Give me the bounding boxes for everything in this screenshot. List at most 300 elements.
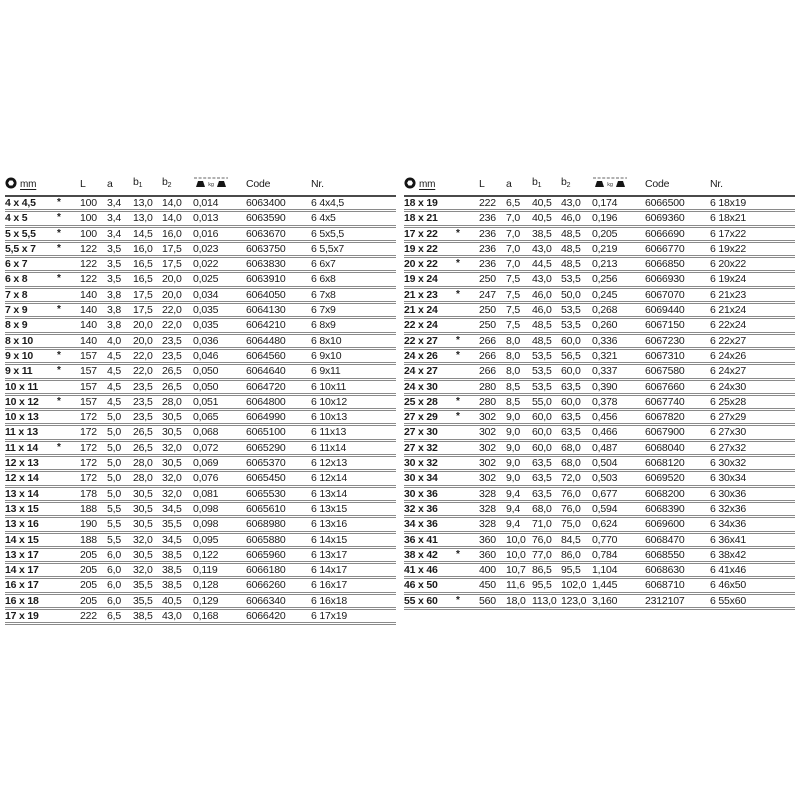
b1-cell: 23,5 — [133, 394, 162, 409]
weight-cell: 0,784 — [592, 547, 645, 562]
star-marker: * — [57, 394, 80, 409]
code-cell: 6067660 — [645, 379, 710, 394]
b1-cell: 46,0 — [532, 303, 561, 318]
b1-cell: 17,5 — [133, 303, 162, 318]
col-weight-header — [592, 173, 645, 196]
nr-cell: 6 22x27 — [710, 333, 795, 348]
nr-cell: 6 21x23 — [710, 287, 795, 302]
star-marker — [57, 501, 80, 516]
spec-table-right — [404, 173, 795, 610]
size-cell: 27 x 30 — [404, 425, 456, 440]
b2-cell: 32,0 — [162, 440, 193, 455]
nr-cell: 6 17x22 — [710, 226, 795, 241]
b1-cell: 63,5 — [532, 471, 561, 486]
a-cell: 5,0 — [107, 410, 133, 425]
table-row — [404, 287, 795, 302]
star-marker — [57, 547, 80, 562]
b2-cell: 43,0 — [561, 196, 592, 211]
weight-cell: 0,036 — [193, 333, 246, 348]
weight-cell: 0,128 — [193, 578, 246, 593]
code-cell: 6065610 — [246, 501, 311, 516]
code-cell: 6063400 — [246, 196, 311, 211]
b2-cell: 43,0 — [162, 609, 193, 624]
weight-cell: 0,456 — [592, 410, 645, 425]
code-cell: 6066930 — [645, 272, 710, 287]
code-cell: 6066770 — [645, 241, 710, 256]
table-row — [404, 226, 795, 241]
length-cell: 190 — [80, 517, 107, 532]
star-marker — [57, 609, 80, 624]
star-marker: * — [456, 394, 479, 409]
wrench-spec-table — [404, 173, 795, 610]
table-row — [5, 272, 396, 287]
table-row — [5, 425, 396, 440]
weight-cell: 0,268 — [592, 303, 645, 318]
a-cell: 7,5 — [506, 303, 532, 318]
col-size-header — [5, 173, 80, 196]
svg-text:kg: kg — [208, 181, 214, 188]
table-row — [404, 440, 795, 455]
weight-cell: 0,337 — [592, 364, 645, 379]
b1-cell: 35,5 — [133, 593, 162, 608]
nr-cell: 6 6x8 — [311, 272, 396, 287]
nr-cell: 6 10x12 — [311, 394, 396, 409]
nr-cell: 6 41x46 — [710, 563, 795, 578]
a-cell: 6,5 — [506, 196, 532, 211]
b1-cell: 77,0 — [532, 547, 561, 562]
a-cell: 6,5 — [107, 609, 133, 624]
length-cell: 140 — [80, 318, 107, 333]
a-cell: 7,5 — [506, 318, 532, 333]
code-cell: 6067070 — [645, 287, 710, 302]
table-row — [404, 425, 795, 440]
size-cell: 25 x 28 — [404, 394, 456, 409]
b1-cell: 113,0 — [532, 593, 561, 608]
size-cell: 18 x 21 — [404, 211, 456, 226]
star-marker — [57, 456, 80, 471]
weight-cell: 0,098 — [193, 517, 246, 532]
star-marker: * — [456, 226, 479, 241]
star-marker — [456, 471, 479, 486]
length-cell: 266 — [479, 348, 506, 363]
weight-cell: 0,050 — [193, 364, 246, 379]
nr-cell: 6 30x36 — [710, 486, 795, 501]
star-marker: * — [456, 287, 479, 302]
size-cell: 21 x 23 — [404, 287, 456, 302]
b2-cell: 38,5 — [162, 578, 193, 593]
size-cell: 12 x 13 — [5, 456, 57, 471]
wrench-spec-table — [5, 173, 396, 625]
code-cell: 6069440 — [645, 303, 710, 318]
nr-cell: 6 7x8 — [311, 287, 396, 302]
table-row — [5, 226, 396, 241]
nr-cell: 6 22x24 — [710, 318, 795, 333]
b1-cell: 28,0 — [133, 456, 162, 471]
b2-cell: 34,5 — [162, 532, 193, 547]
b2-cell: 17,5 — [162, 257, 193, 272]
b1-cell: 30,5 — [133, 517, 162, 532]
col-nr-header: Nr. — [311, 173, 396, 196]
col-weight-header — [193, 173, 246, 196]
code-cell: 6063910 — [246, 272, 311, 287]
star-marker — [456, 501, 479, 516]
a-cell: 4,5 — [107, 348, 133, 363]
b1-cell: 26,5 — [133, 440, 162, 455]
star-marker: * — [57, 211, 80, 226]
star-marker — [57, 486, 80, 501]
code-cell: 6064990 — [246, 410, 311, 425]
length-cell: 140 — [80, 287, 107, 302]
a-cell: 3,5 — [107, 241, 133, 256]
size-cell: 30 x 36 — [404, 486, 456, 501]
col-b2-header: $b_2$ — [162, 173, 193, 196]
size-cell: 9 x 10 — [5, 348, 57, 363]
star-marker — [456, 440, 479, 455]
col-b1-header: $b_1$ — [532, 173, 561, 196]
table-row — [5, 563, 396, 578]
b2-cell: 34,5 — [162, 501, 193, 516]
left-table-body — [5, 196, 396, 624]
table-row — [5, 348, 396, 363]
a-cell: 8,0 — [506, 364, 532, 379]
length-cell: 100 — [80, 211, 107, 226]
length-cell: 172 — [80, 456, 107, 471]
weight-cell: 1,104 — [592, 563, 645, 578]
code-cell: 6069600 — [645, 517, 710, 532]
table-row — [5, 196, 396, 211]
table-row — [404, 257, 795, 272]
length-cell: 236 — [479, 211, 506, 226]
star-marker: * — [57, 303, 80, 318]
star-marker: * — [456, 410, 479, 425]
table-row — [404, 211, 795, 226]
size-cell: 41 x 46 — [404, 563, 456, 578]
a-cell: 5,5 — [107, 501, 133, 516]
b1-cell: 20,0 — [133, 333, 162, 348]
b1-cell: 40,5 — [532, 196, 561, 211]
table-row — [5, 532, 396, 547]
star-marker — [456, 364, 479, 379]
b2-cell: 63,5 — [561, 410, 592, 425]
b2-cell: 76,0 — [561, 486, 592, 501]
weight-cell: 0,677 — [592, 486, 645, 501]
size-cell: 16 x 17 — [5, 578, 57, 593]
nr-cell: 6 38x42 — [710, 547, 795, 562]
code-cell: 6069520 — [645, 471, 710, 486]
nr-cell: 6 8x10 — [311, 333, 396, 348]
size-cell: 11 x 14 — [5, 440, 57, 455]
col-length-header: L — [80, 173, 107, 196]
table-row — [5, 303, 396, 318]
nr-cell: 6 19x24 — [710, 272, 795, 287]
b1-cell: 63,5 — [532, 486, 561, 501]
code-cell: 6067230 — [645, 333, 710, 348]
star-marker: * — [456, 257, 479, 272]
col-code-header: Code — [645, 173, 710, 196]
table-row — [404, 303, 795, 318]
a-cell: 4,5 — [107, 394, 133, 409]
b1-cell: 20,0 — [133, 318, 162, 333]
b1-cell: 26,5 — [133, 425, 162, 440]
table-row — [5, 486, 396, 501]
code-cell: 6065960 — [246, 547, 311, 562]
weight-cell: 0,770 — [592, 532, 645, 547]
star-marker — [456, 456, 479, 471]
b2-cell: 86,0 — [561, 547, 592, 562]
weight-cell: 0,122 — [193, 547, 246, 562]
b2-cell: 53,5 — [561, 303, 592, 318]
nr-cell: 6 24x30 — [710, 379, 795, 394]
star-marker — [57, 287, 80, 302]
table-row — [404, 532, 795, 547]
size-cell: 21 x 24 — [404, 303, 456, 318]
b2-cell: 53,5 — [561, 272, 592, 287]
b2-cell: 63,5 — [561, 379, 592, 394]
a-cell: 3,5 — [107, 272, 133, 287]
star-marker: * — [57, 364, 80, 379]
length-cell: 360 — [479, 532, 506, 547]
code-cell: 6065370 — [246, 456, 311, 471]
table-row — [5, 517, 396, 532]
col-code-header: Code — [246, 173, 311, 196]
b2-cell: 102,0 — [561, 578, 592, 593]
nr-cell: 6 13x17 — [311, 547, 396, 562]
star-marker — [456, 578, 479, 593]
size-cell: 5,5 x 7 — [5, 241, 57, 256]
b1-cell: 23,5 — [133, 410, 162, 425]
b2-cell: 48,5 — [561, 257, 592, 272]
weight-cell: 0,196 — [592, 211, 645, 226]
star-marker — [57, 532, 80, 547]
b2-cell: 84,5 — [561, 532, 592, 547]
nr-cell: 6 18x19 — [710, 196, 795, 211]
code-cell: 6068630 — [645, 563, 710, 578]
code-cell: 6068980 — [246, 517, 311, 532]
nr-cell: 6 27x29 — [710, 410, 795, 425]
size-cell: 19 x 24 — [404, 272, 456, 287]
a-cell: 7,0 — [506, 226, 532, 241]
table-row — [404, 272, 795, 287]
weight-cell: 0,095 — [193, 532, 246, 547]
weight-cell: 0,390 — [592, 379, 645, 394]
length-cell: 205 — [80, 593, 107, 608]
nr-cell: 6 10x11 — [311, 379, 396, 394]
size-cell: 36 x 41 — [404, 532, 456, 547]
b1-cell: 13,0 — [133, 196, 162, 211]
code-cell: 6068120 — [645, 456, 710, 471]
star-marker — [456, 563, 479, 578]
code-cell: 6064130 — [246, 303, 311, 318]
weight-cell: 0,487 — [592, 440, 645, 455]
star-marker — [57, 257, 80, 272]
code-cell: 6067900 — [645, 425, 710, 440]
table-row — [404, 394, 795, 409]
b2-cell: 48,5 — [561, 226, 592, 241]
size-cell: 6 x 8 — [5, 272, 57, 287]
star-marker — [456, 425, 479, 440]
star-marker: * — [57, 348, 80, 363]
length-cell: 400 — [479, 563, 506, 578]
length-cell: 172 — [80, 425, 107, 440]
length-cell: 250 — [479, 272, 506, 287]
a-cell: 5,0 — [107, 471, 133, 486]
code-cell: 6066420 — [246, 609, 311, 624]
table-row — [5, 456, 396, 471]
a-cell: 3,8 — [107, 318, 133, 333]
table-row — [5, 211, 396, 226]
ring-wrench-icon — [404, 177, 416, 189]
code-cell: 6066850 — [645, 257, 710, 272]
b2-cell: 20,0 — [162, 272, 193, 287]
a-cell: 3,4 — [107, 211, 133, 226]
ring-wrench-icon — [5, 177, 17, 189]
size-cell: 10 x 11 — [5, 379, 57, 394]
table-row — [404, 593, 795, 608]
b2-cell: 23,5 — [162, 348, 193, 363]
nr-cell: 6 24x27 — [710, 364, 795, 379]
b1-cell: 44,5 — [532, 257, 561, 272]
a-cell: 9,4 — [506, 486, 532, 501]
table-row — [404, 486, 795, 501]
a-cell: 10,0 — [506, 532, 532, 547]
b2-cell: 20,0 — [162, 287, 193, 302]
table-row — [404, 364, 795, 379]
b2-cell: 46,0 — [561, 211, 592, 226]
weight-cell: 0,035 — [193, 303, 246, 318]
a-cell: 3,5 — [107, 257, 133, 272]
nr-cell: 6 30x34 — [710, 471, 795, 486]
length-cell: 450 — [479, 578, 506, 593]
code-cell: 6067740 — [645, 394, 710, 409]
a-cell: 9,0 — [506, 440, 532, 455]
weight-kg-icon — [592, 176, 628, 189]
size-cell: 7 x 8 — [5, 287, 57, 302]
table-row — [404, 501, 795, 516]
a-cell: 9,0 — [506, 410, 532, 425]
length-cell: 188 — [80, 501, 107, 516]
star-marker — [456, 532, 479, 547]
length-cell: 222 — [479, 196, 506, 211]
size-cell: 20 x 22 — [404, 257, 456, 272]
table-row — [5, 394, 396, 409]
size-cell: 19 x 22 — [404, 241, 456, 256]
b1-cell: 76,0 — [532, 532, 561, 547]
b2-cell: 76,0 — [561, 501, 592, 516]
size-cell: 17 x 19 — [5, 609, 57, 624]
length-cell: 188 — [80, 532, 107, 547]
b2-cell: 75,0 — [561, 517, 592, 532]
table-row — [404, 578, 795, 593]
code-cell: 6063590 — [246, 211, 311, 226]
b2-cell: 50,0 — [561, 287, 592, 302]
b1-cell: 48,5 — [532, 318, 561, 333]
code-cell: 6067580 — [645, 364, 710, 379]
weight-kg-icon — [193, 176, 229, 189]
size-cell: 30 x 32 — [404, 456, 456, 471]
star-marker — [57, 471, 80, 486]
b1-cell: 14,5 — [133, 226, 162, 241]
a-cell: 7,5 — [506, 287, 532, 302]
length-cell: 236 — [479, 257, 506, 272]
a-cell: 6,0 — [107, 563, 133, 578]
a-cell: 5,5 — [107, 532, 133, 547]
a-cell: 9,0 — [506, 471, 532, 486]
star-marker — [57, 563, 80, 578]
table-row — [5, 410, 396, 425]
table-row — [404, 410, 795, 425]
nr-cell: 6 13x14 — [311, 486, 396, 501]
code-cell: 6066690 — [645, 226, 710, 241]
b2-cell: 26,5 — [162, 364, 193, 379]
star-marker — [456, 379, 479, 394]
b1-cell: 32,0 — [133, 532, 162, 547]
size-cell: 24 x 30 — [404, 379, 456, 394]
weight-cell: 0,022 — [193, 257, 246, 272]
star-marker: * — [456, 547, 479, 562]
code-cell: 6067150 — [645, 318, 710, 333]
b1-cell: 68,0 — [532, 501, 561, 516]
length-cell: 302 — [479, 410, 506, 425]
b1-cell: 95,5 — [532, 578, 561, 593]
length-cell: 157 — [80, 394, 107, 409]
b2-cell: 40,5 — [162, 593, 193, 608]
nr-cell: 6 4x4,5 — [311, 196, 396, 211]
weight-cell: 0,035 — [193, 318, 246, 333]
code-cell: 6067310 — [645, 348, 710, 363]
nr-cell: 6 12x14 — [311, 471, 396, 486]
nr-cell: 6 13x16 — [311, 517, 396, 532]
table-row — [404, 563, 795, 578]
size-cell: 8 x 9 — [5, 318, 57, 333]
weight-cell: 0,025 — [193, 272, 246, 287]
a-cell: 9,4 — [506, 517, 532, 532]
star-marker — [456, 303, 479, 318]
table-row — [5, 379, 396, 394]
b1-cell: 55,0 — [532, 394, 561, 409]
a-cell: 5,5 — [107, 517, 133, 532]
length-cell: 250 — [479, 318, 506, 333]
b2-cell: 30,5 — [162, 425, 193, 440]
b2-cell: 48,5 — [561, 241, 592, 256]
length-cell: 247 — [479, 287, 506, 302]
code-cell: 6067820 — [645, 410, 710, 425]
b2-cell: 16,0 — [162, 226, 193, 241]
code-cell: 6064640 — [246, 364, 311, 379]
nr-cell: 6 25x28 — [710, 394, 795, 409]
weight-cell: 0,205 — [592, 226, 645, 241]
table-row — [5, 440, 396, 455]
table-row — [404, 318, 795, 333]
code-cell: 6064720 — [246, 379, 311, 394]
col-a-header: a — [506, 173, 532, 196]
weight-cell: 0,129 — [193, 593, 246, 608]
size-cell: 13 x 17 — [5, 547, 57, 562]
size-cell: 11 x 13 — [5, 425, 57, 440]
nr-cell: 6 8x9 — [311, 318, 396, 333]
size-cell: 8 x 10 — [5, 333, 57, 348]
weight-cell: 0,624 — [592, 517, 645, 532]
b1-cell: 48,5 — [532, 333, 561, 348]
code-cell: 6064480 — [246, 333, 311, 348]
code-cell: 6066180 — [246, 563, 311, 578]
size-cell: 10 x 12 — [5, 394, 57, 409]
b2-cell: 14,0 — [162, 196, 193, 211]
star-marker — [57, 517, 80, 532]
nr-cell: 6 9x10 — [311, 348, 396, 363]
weight-cell: 0,034 — [193, 287, 246, 302]
length-cell: 205 — [80, 563, 107, 578]
a-cell: 3,4 — [107, 226, 133, 241]
